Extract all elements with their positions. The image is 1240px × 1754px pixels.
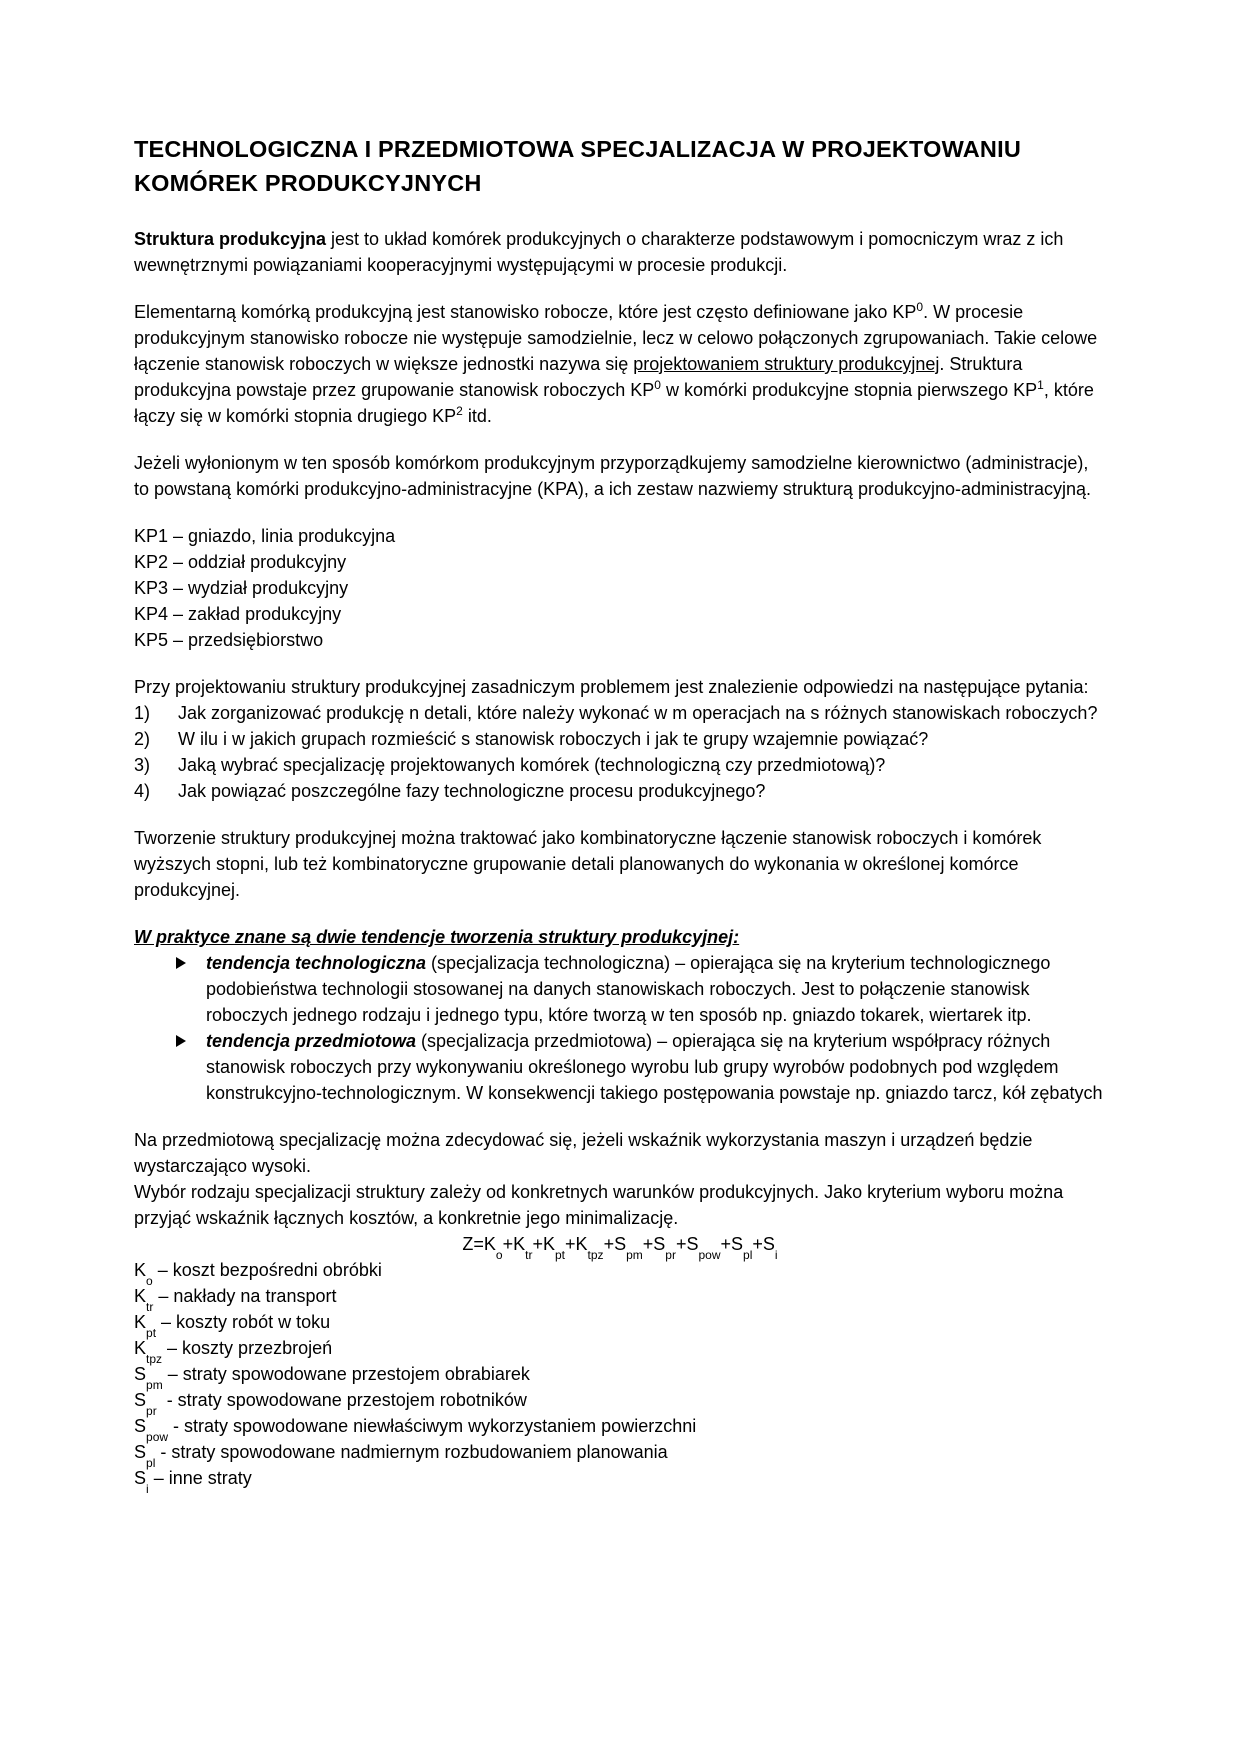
text-run: (specjalizacja przedmiotowa) – opierająca się na kryterium współpracy różnych stanowisk roboczych przy wykonywaniu określonego wyrobu lub grupy wyrobów podobnych pod względem konstrukcyjno-technologicznym. W konsekwencji takiego postępowania powstaje np. gniazdo tarcz, kół zębatych	[206, 1031, 1103, 1103]
text-run: – koszty przezbrojeń	[162, 1338, 333, 1358]
text-run: +S	[603, 1234, 627, 1254]
document-body	[134, 226, 1106, 1496]
text-run: o	[146, 1273, 153, 1288]
text-run: i	[774, 1247, 778, 1262]
text-run: - straty spowodowane nadmiernym rozbudowaniem planowania	[155, 1442, 668, 1462]
text-run: KP4 – zakład produkcyjny	[134, 604, 342, 624]
paragraph-design-questions-intro	[134, 674, 1106, 700]
list-item	[134, 950, 1106, 1028]
list-item	[134, 726, 1106, 752]
cost-formula	[134, 1231, 1106, 1262]
symbol-definitions-line	[134, 1439, 1106, 1470]
list-item-text	[206, 1028, 1106, 1106]
text-run: pm	[146, 1377, 163, 1392]
text-run: +K	[565, 1234, 588, 1254]
text-run: W ilu i w jakich grupach rozmieścić s stanowisk roboczych i jak te grupy wzajemnie powiązać?	[178, 729, 929, 749]
list-item	[134, 778, 1106, 804]
text-run: pow	[146, 1429, 169, 1444]
text-run: . Struktura produkcyjna powstaje przez grupowanie stanowisk roboczych KP	[134, 354, 1028, 400]
paragraph-specialization-choice-1	[134, 1127, 1106, 1179]
text-run: +S	[675, 1234, 699, 1254]
text-run: +S	[752, 1234, 775, 1254]
list-item	[134, 752, 1106, 778]
text-run: 1	[1037, 378, 1044, 392]
tendencies-list	[134, 950, 1106, 1106]
text-run: Przy projektowaniu struktury produkcyjnej zasadniczym problemem jest znalezienie odpowiedzi na następujące pytania:	[134, 677, 1089, 697]
text-run: jest to układ komórek produkcyjnych o charakterze podstawowym i pomocniczym wraz z ich wewnętrznymi powiązaniami kooperacyjnymi występującymi w procesie produkcji.	[134, 229, 1069, 275]
text-run: KP1 – gniazdo, linia produkcyjna	[134, 526, 396, 546]
text-run: +K	[502, 1234, 526, 1254]
text-run: Na przedmiotową specjalizację można zdecydować się, jeżeli wskaźnik wykorzystania maszyn i urządzeń będzie wystarczająco wysoki.	[134, 1130, 1038, 1176]
text-run: K	[134, 1286, 147, 1306]
list-marker: 4)	[134, 781, 151, 801]
paragraph-elementary-cell	[134, 299, 1106, 429]
symbol-definitions-line	[134, 1413, 1106, 1444]
list-item	[134, 1028, 1106, 1106]
symbol-definitions-line	[134, 1387, 1106, 1418]
list-item-text	[206, 950, 1106, 1028]
list-item-text	[178, 752, 1106, 778]
text-run: +S	[642, 1234, 666, 1254]
paragraph-specialization-choice-2	[134, 1179, 1106, 1231]
text-run: S	[134, 1390, 147, 1410]
text-run: pl	[743, 1247, 753, 1262]
text-run: Wybór rodzaju specjalizacji struktury zależy od konkretnych warunków produkcyjnych. Jako kryterium wyboru można przyjąć wskaźnik łącznych kosztów, a konkretnie jego minimalizację.	[134, 1182, 1069, 1228]
list-item-text	[178, 700, 1106, 726]
text-run: – koszty robót w toku	[156, 1312, 331, 1332]
text-run: projektowaniem struktury produkcyjnej	[633, 354, 940, 374]
text-run: S	[134, 1468, 147, 1488]
text-run: tr	[525, 1247, 533, 1262]
text-run: KP2 – oddział produkcyjny	[134, 552, 347, 572]
text-run: tpz	[587, 1247, 604, 1262]
arrowhead-bullet-icon	[176, 950, 206, 969]
text-run: +K	[532, 1234, 555, 1254]
text-run: S	[134, 1364, 147, 1384]
text-run: Jaką wybrać specjalizację projektowanych komórek (technologiczną czy przedmiotową)?	[178, 755, 886, 775]
text-run: Tworzenie struktury produkcyjnej można traktować jako kombinatoryczne łączenie stanowisk roboczych i komórek wyższych stopni, lub też kombinatoryczne grupowanie detali planowanych do wykonania w określonej komórce produkcyjnej.	[134, 828, 1047, 900]
text-run: Z=K	[462, 1234, 496, 1254]
text-run: tendencja technologiczna	[206, 953, 427, 973]
text-run: . W procesie produkcyjnym stanowisko robocze nie występuje samodzielnie, lecz w celowo połączonych zgrupowaniach. Takie celowe łączenie stanowisk roboczych w większe jednostki nazywa się	[134, 302, 1103, 374]
text-run: pr	[146, 1403, 157, 1418]
text-run: K	[134, 1312, 147, 1332]
design-questions-list	[134, 700, 1106, 804]
symbol-definitions	[134, 1257, 1106, 1496]
text-run: (specjalizacja technologiczna) – opierająca się na kryterium technologicznego podobieństwa technologii stosowanej na danych stanowiskach roboczych. Jest to połączenie stanowisk roboczych jednego rodzaju i jednego typu, które tworzą w ten sposób np. gniazdo tokarek, wiertarek itp.	[206, 953, 1056, 1025]
list-marker: 1)	[134, 703, 151, 723]
text-run: Struktura produkcyjna	[134, 229, 327, 249]
paragraph-kpa	[134, 450, 1106, 502]
kp-levels-list-line	[134, 549, 1106, 575]
list-item-text	[178, 726, 1106, 752]
text-run: – straty spowodowane przestojem obrabiarek	[162, 1364, 530, 1384]
text-run: tpz	[146, 1351, 163, 1366]
kp-levels-list-line	[134, 627, 1106, 653]
text-run: Jeżeli wyłonionym w ten sposób komórkom produkcyjnym przyporządkujemy samodzielne kierownictwo (administracje), to powstaną komórki produkcyjno-administracyjne (KPA), a ich zestaw nazwiemy strukturą produkcyjno-administracyjną.	[134, 453, 1094, 499]
text-run: K	[134, 1260, 147, 1280]
text-run: +S	[720, 1234, 744, 1254]
arrowhead-bullet-icon	[176, 957, 186, 969]
text-run: – koszt bezpośredni obróbki	[152, 1260, 382, 1280]
list-item-text	[178, 778, 1106, 804]
text-run: 0	[654, 378, 661, 392]
text-run: Elementarną komórką produkcyjną jest stanowisko robocze, które jest często definiowane jako KP	[134, 302, 917, 322]
text-run: pt	[146, 1325, 157, 1340]
symbol-definitions-line	[134, 1361, 1106, 1392]
paragraph-combinatorial	[134, 825, 1106, 903]
kp-levels-list-line	[134, 523, 1106, 549]
symbol-definitions-line	[134, 1283, 1106, 1314]
text-run: 2	[456, 404, 463, 418]
arrowhead-bullet-icon	[176, 1028, 206, 1047]
list-marker: 2)	[134, 729, 151, 749]
tendencies-heading	[134, 924, 1106, 950]
text-run: , które łączy się w komórki stopnia drugiego KP	[134, 380, 1099, 426]
symbol-definitions-line	[134, 1335, 1106, 1366]
text-run: KP5 – przedsiębiorstwo	[134, 630, 324, 650]
text-run: tr	[146, 1299, 154, 1314]
symbol-definitions-line	[134, 1257, 1106, 1288]
kp-levels-list	[134, 523, 1106, 653]
text-run: pl	[146, 1455, 156, 1470]
text-run: – nakłady na transport	[153, 1286, 337, 1306]
text-run: pow	[698, 1247, 721, 1262]
text-run: W praktyce znane są dwie tendencje tworzenia struktury produkcyjnej:	[134, 927, 740, 947]
text-run: tendencja przedmiotowa	[206, 1031, 417, 1051]
text-run: S	[134, 1442, 147, 1462]
symbol-definitions-line	[134, 1309, 1106, 1340]
paragraph-structure-definition	[134, 226, 1106, 278]
list-item	[134, 700, 1106, 726]
kp-levels-list-line	[134, 601, 1106, 627]
list-marker: 3)	[134, 755, 151, 775]
text-run: S	[134, 1416, 147, 1436]
text-run: itd.	[462, 406, 492, 426]
text-run: pm	[626, 1247, 643, 1262]
document-title: TECHNOLOGICZNA I PRZEDMIOTOWA SPECJALIZACJA W PROJEKTOWANIU KOMÓREK PRODUKCYJNYCH	[134, 136, 1021, 196]
arrowhead-bullet-icon	[176, 1035, 186, 1047]
text-run: 0	[916, 300, 924, 314]
text-run: K	[134, 1338, 147, 1358]
text-run: Jak powiązać poszczególne fazy technologiczne procesu produkcyjnego?	[178, 781, 766, 801]
text-run: pt	[555, 1247, 566, 1262]
text-run: o	[495, 1247, 503, 1262]
text-run: pr	[665, 1247, 676, 1262]
text-run: Jak zorganizować produkcję n detali, które należy wykonać w m operacjach na s różnych stanowiskach roboczych?	[178, 703, 1098, 723]
text-run: – inne straty	[148, 1468, 252, 1488]
text-run: KP3 – wydział produkcyjny	[134, 578, 349, 598]
kp-levels-list-line	[134, 575, 1106, 601]
symbol-definitions-line	[134, 1465, 1106, 1496]
text-run: - straty spowodowane niewłaściwym wykorzystaniem powierzchni	[168, 1416, 697, 1436]
text-run: w komórki produkcyjne stopnia pierwszego KP	[660, 380, 1038, 400]
text-run: i	[146, 1481, 149, 1496]
text-run: - straty spowodowane przestojem robotników	[156, 1390, 527, 1410]
